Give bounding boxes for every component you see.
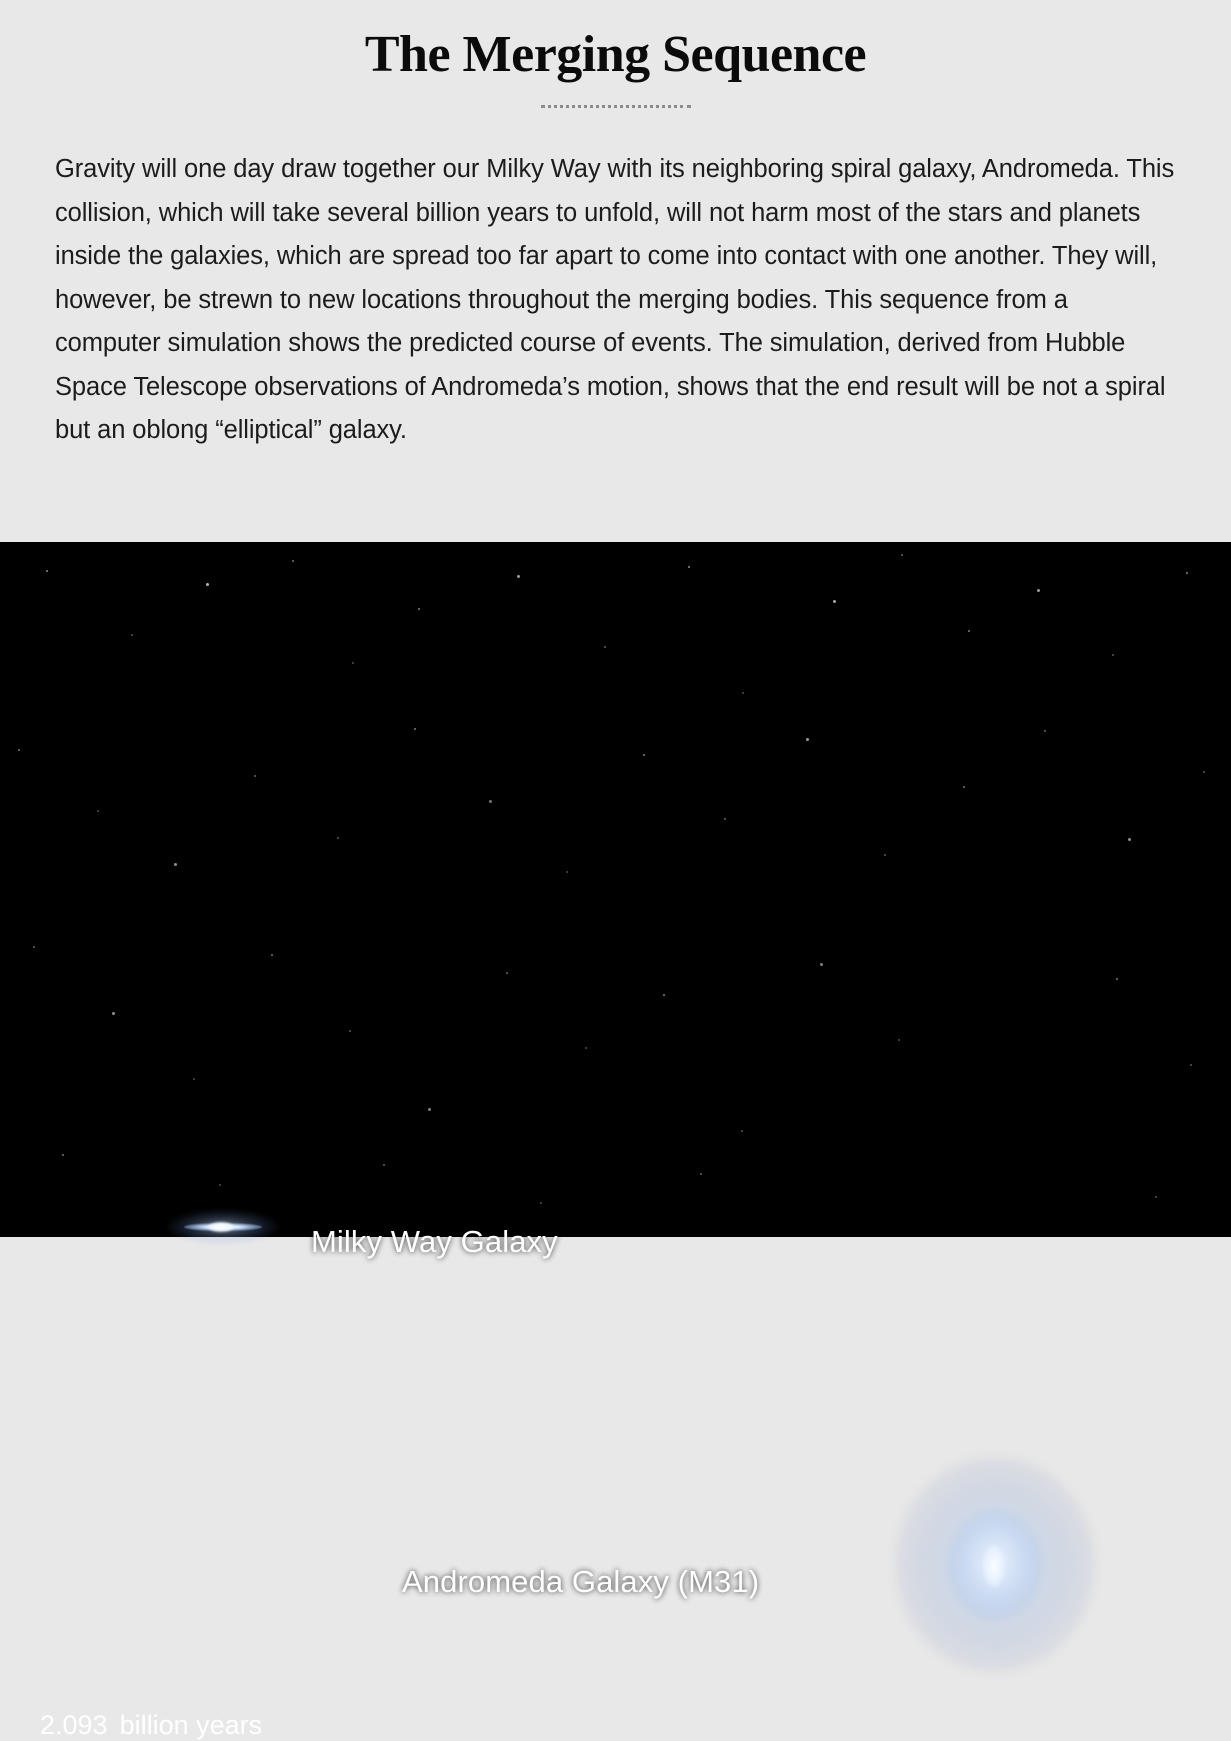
andromeda-galaxy: [895, 1457, 1095, 1672]
milky-way-core: [208, 1222, 234, 1232]
dotted-rule-icon: [541, 105, 691, 118]
article-header: [0, 0, 1231, 118]
article-body-text: Gravity will one day draw together our Milky Way with its neighboring spiral galaxy, Andromeda. This collision, which will take several billion years to unfold, will not harm most of the stars and planets inside the galaxies, which are spread too far apart to come into contact with one another. They will, however, be strewn to new locations throughout the merging bodies. This sequence from a computer simulation shows the predicted course of events. The simulation, derived from Hubble Space Telescope observations of Andromeda’s motion, shows that the end result will be not a spiral but an oblong “elliptical” galaxy.: [55, 155, 1175, 445]
simulation-figure: [0, 542, 1231, 1740]
milky-way-galaxy: [168, 1210, 278, 1244]
andromeda-core: [983, 1545, 1005, 1587]
label-milky-way: Milky Way Galaxy: [311, 1224, 558, 1259]
label-andromeda: Andromeda Galaxy (M31): [402, 1564, 760, 1599]
simulation-timestamp: [40, 1710, 262, 1741]
starfield-background: [0, 542, 1231, 1237]
timestamp-unit: billion years: [119, 1710, 263, 1740]
page-title: The Merging Sequence: [364, 26, 867, 83]
timestamp-value: 2.093: [40, 1710, 108, 1740]
